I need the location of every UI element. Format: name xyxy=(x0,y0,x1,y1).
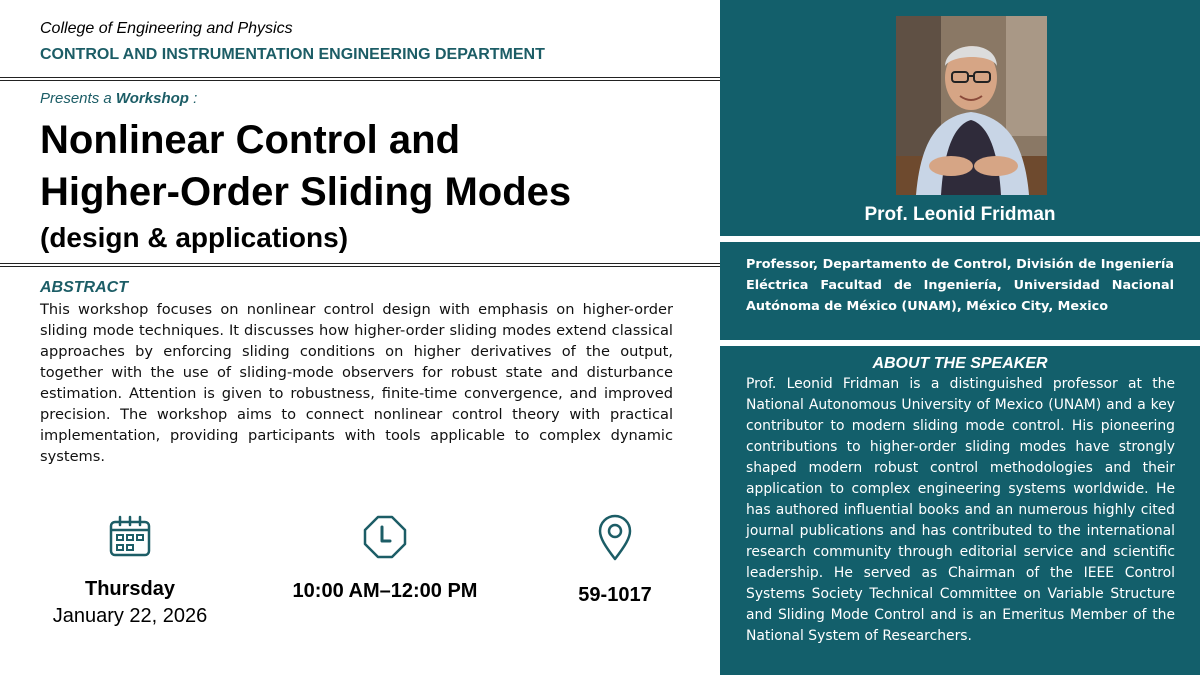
presents-workshop-word: Workshop xyxy=(115,90,189,107)
title-line-1: Nonlinear Control and xyxy=(40,118,460,162)
location-pin-icon xyxy=(560,514,670,562)
about-speaker-text: Prof. Leonid Fridman is a distinguished professor at the National Autonomous University of Mexico (UNAM) and a key contributor to modern sliding mode control. His pioneering contributions to higher-order sliding modes have strongly shaped modern robust control methodologies and their application to complex engineering systems worldwide. He has authored influential books and an numerous highly cited journal publications and has contributed to the international research community through editorial service and scientific leadership. He served as Chairman of the IEEE Control Systems Society Technical Committee on Variable Structure and Sliding Mode Control and is an Emeritus Member of the National System of Researchers. xyxy=(746,376,1175,644)
presents-line xyxy=(40,90,197,107)
clock-icon xyxy=(270,514,500,560)
workshop-subtitle: (design & applications) xyxy=(40,222,349,253)
event-location-block xyxy=(560,514,670,607)
abstract-heading: ABSTRACT xyxy=(40,279,128,296)
about-speaker-panel xyxy=(720,346,1200,675)
speaker-photo-panel xyxy=(720,0,1200,236)
speaker-affiliation-panel xyxy=(720,242,1200,340)
college-name: College of Engineering and Physics xyxy=(40,20,293,37)
speaker-affiliation: Professor, Departamento de Control, División de Ingeniería Eléctrica Facultad de Ingeniería, Universidad Nacional Autónoma de México (UNAM), México City, Mexico xyxy=(746,257,1174,314)
event-date-block xyxy=(40,514,220,628)
presents-suffix: : xyxy=(188,90,198,107)
middle-divider xyxy=(0,263,720,267)
event-room: 59-1017 xyxy=(578,584,652,606)
presents-prefix: Presents a xyxy=(40,90,116,107)
event-date: January 22, 2026 xyxy=(52,605,208,627)
event-day: Thursday xyxy=(84,578,176,600)
title-line-2: Higher-Order Sliding Modes xyxy=(40,170,572,214)
event-time: 10:00 AM–12:00 PM xyxy=(292,580,478,602)
department-name: CONTROL AND INSTRUMENTATION ENGINEERING DEPARTMENT xyxy=(40,46,545,63)
speaker-name: Prof. Leonid Fridman xyxy=(864,204,1056,225)
speaker-photo xyxy=(896,16,1047,195)
workshop-title xyxy=(40,114,571,218)
calendar-icon xyxy=(40,514,220,558)
abstract-text: This workshop focuses on nonlinear control design with emphasis on higher-order sliding mode techniques. It discusses how higher-order sliding modes extend classical approaches by enforcing sliding conditions on higher derivatives of the output, together with the use of sliding-mode observers for robust state and disturbance estimation. Attention is given to robustness, finite-time convergence, and improved precision. The workshop aims to connect nonlinear control theory with practical implementation, providing participants with tools applicable to complex dynamic systems. xyxy=(40,301,673,465)
event-time-block xyxy=(270,514,500,603)
top-divider xyxy=(0,77,720,81)
about-speaker-heading: ABOUT THE SPEAKER xyxy=(872,355,1048,372)
